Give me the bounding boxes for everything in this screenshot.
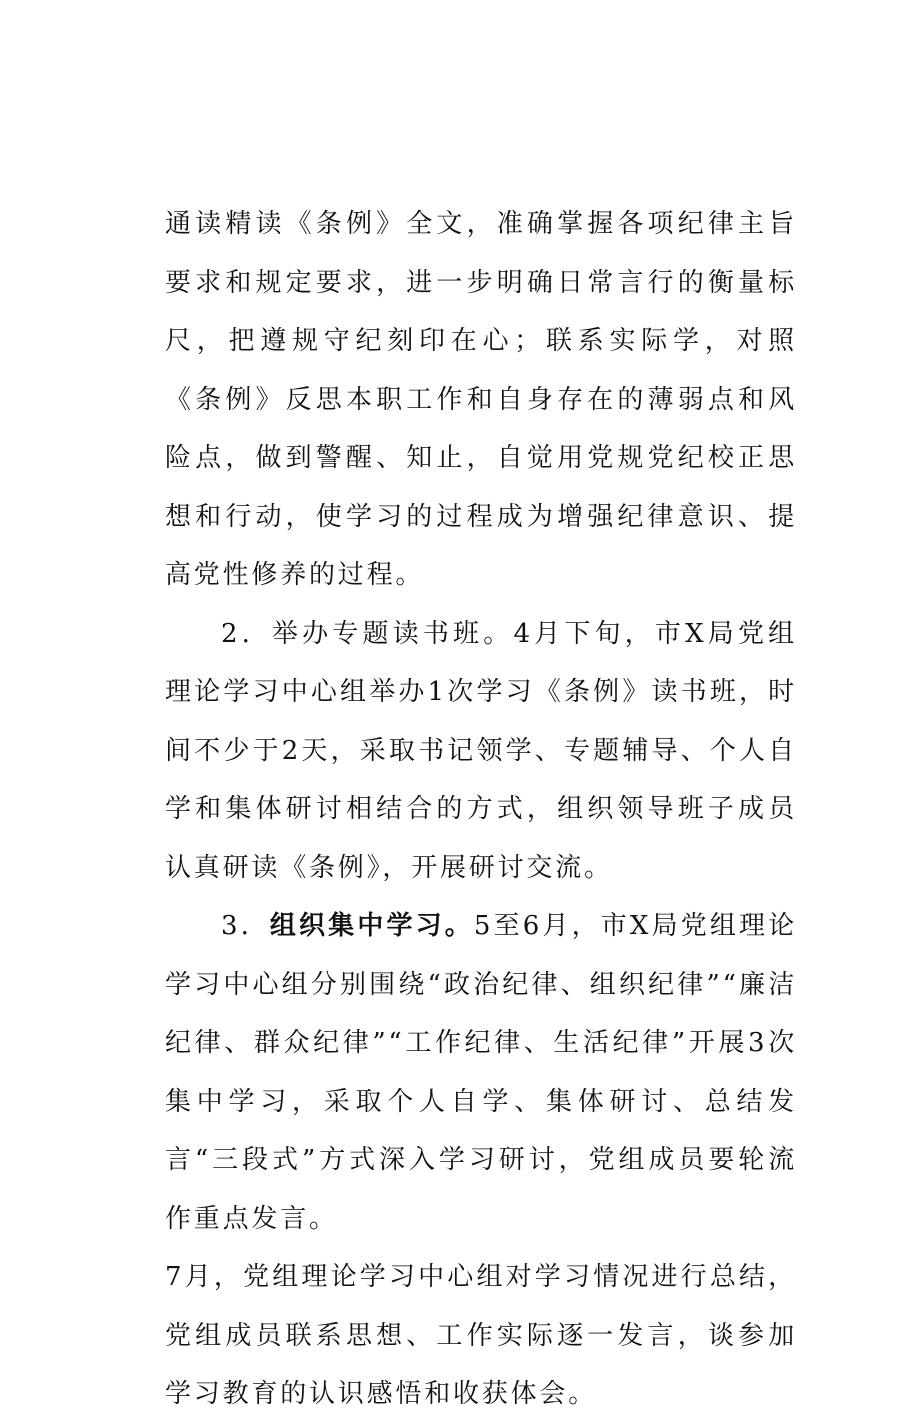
paragraph-text: 7月，党组理论学习中心组对学习情况进行总结，党组成员联系思想、工作实际逐一发言，谈参加学习教育的认识感悟和收获体会。 [165, 1262, 797, 1409]
paragraph-text: 通读精读《条例》全文，准确掌握各项纪律主旨要求和规定要求，进一步明确日常言行的衡量标尺，把遵规守纪刻印在心；联系实际学，对照《条例》反思本职工作和自身存在的薄弱点和风险点，做到警醒、知止，自觉用党规党纪校正思想和行动，使学习的过程成为增强纪律意识、提高党性修养的过程。 [165, 209, 797, 590]
paragraph-centralized-study [165, 897, 797, 1248]
paragraph-text: 4月下旬，市X局党组理论学习中心组举办1次学习《条例》读书班，时间不少于2天，采取书记领学、专题辅导、个人自学和集体研讨相结合的方式，组织领导班子成员认真研读《条例》，开展研讨交流。 [165, 618, 797, 883]
paragraph-reading-class [165, 605, 797, 898]
paragraph-text: 5至6月，市X局党组理论学习中心组分别围绕“政治纪律、组织纪律”“廉洁纪律、群众纪律”“工作纪律、生活纪律”开展3次集中学习，采取个人自学、集体研讨、总结发言“三段式”方式深入学习研讨，党组成员要轮流作重点发言。 [165, 911, 797, 1234]
document-body [165, 195, 797, 1424]
paragraph-study-requirements [165, 195, 797, 605]
item-number: 2． [221, 618, 272, 649]
item-heading: 举办专题读书班。 [271, 618, 514, 649]
item-heading: 组织集中学习。 [269, 911, 474, 941]
item-number: 3． [221, 911, 270, 941]
paragraph-summary [165, 1248, 797, 1424]
